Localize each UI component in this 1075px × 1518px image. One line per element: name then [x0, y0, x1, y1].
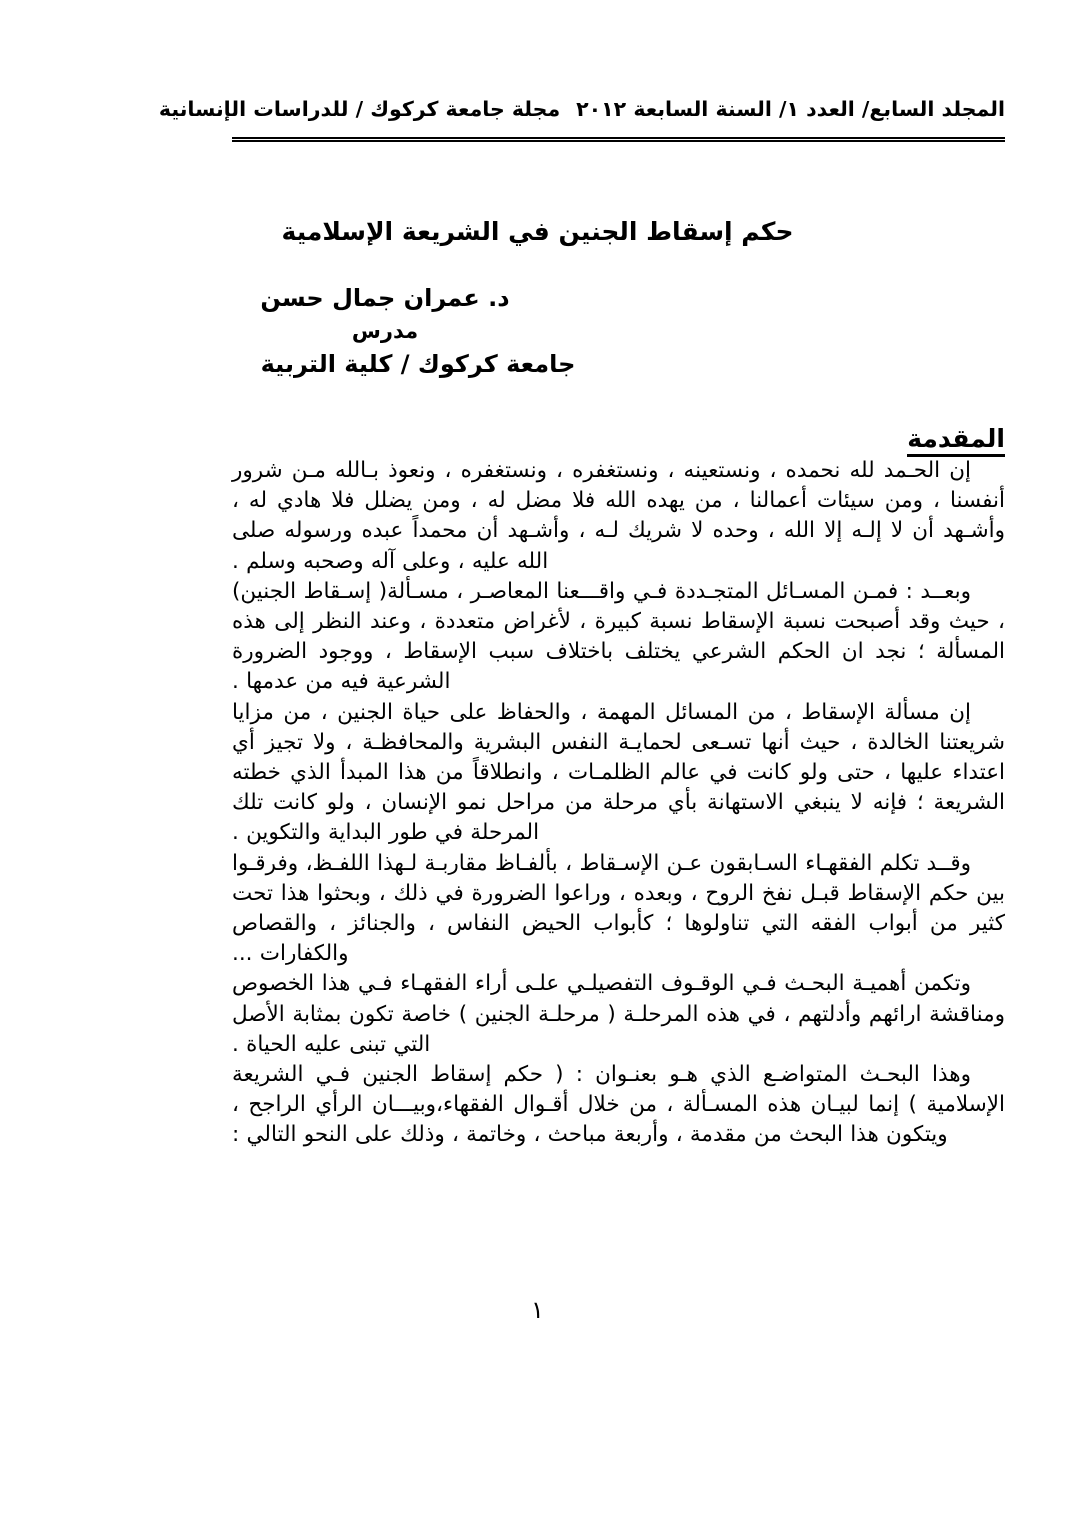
- paragraph: إن الحـمد لله نحمده ، ونستعينه ، ونستغفره ، ونستغفره ، ونعوذ بـالله مـن شرور أنفسنا ، ومن سيئات أعمالنا ، من يهده الله فلا مضل له ، ومن يضلل فلا هادي له ، وأشـهد أن لا إلـه إلا الله ، وحده لا شريك لـه ، وأشـهد أن محمداً عبده ورسوله صلى الله عليه ، وعلى آله وصحبه وسلم .: [232, 458, 1005, 574]
- page-title: حكم إسقاط الجنين في الشريعة الإسلامية: [281, 216, 794, 246]
- header-double-rule: [232, 137, 1005, 142]
- author-block: [150, 283, 620, 381]
- author-affiliation: جامعة كركوك / كلية التربية: [260, 350, 576, 379]
- paragraph: إن مسألة الإسقاط ، من المسائل المهمة ، والحفاظ على حياة الجنين ، من مزايا شريعتنا الخالدة ، حيث أنها تسـعى لحمايـة النفس البشرية والمحافظـة ، ولا تجيز أي اعتداء عليها ، حتى ولو كانت في عالم الظلمـات ، وانطلاقاً من هذا المبدأ الذي خطته الشريعة ؛ فإنه لا ينبغي الاستهانة بأي مرحلة من مراحل نمو الإنسان ، ولو كانت تلك المرحلة في طور البداية والتكوين .: [232, 699, 1005, 846]
- body-content: [232, 424, 1005, 1151]
- author-name: د. عمران جمال حسن: [260, 284, 510, 312]
- running-header: [158, 97, 1005, 122]
- paragraph: وهذا البحـث المتواضـع الذي هـو بعنـوان : ( حكم إسقاط الجنين فـي الشريعة الإسلامية ) إنما لبيـان هذه المسـألة ، من خلال أقـوال الفقهاء،وبيـــان الرأي الراجح ، ويتكون هذا البحث من مقدمة ، وأربعة مباحث ، وخاتمة ، وذلك على النحو التالي :: [232, 1062, 1005, 1148]
- author-rank: مدرس: [351, 319, 419, 344]
- section-heading-introduction: [232, 424, 1005, 454]
- header-journal: مجلة جامعة كركوك / للدراسات الإنسانية: [158, 97, 561, 121]
- section-heading-text: المقدمة: [907, 424, 1005, 457]
- header-issue: المجلد السابع/ العدد ١/ السنة السابعة ٢٠١٢: [576, 97, 1005, 121]
- paragraph: وقــد تكلم الفقهـاء السـابقون عـن الإسـقاط ، بألفـاظ مقاربـة لـهذا اللفـظ، وفرقـوا بين حكم الإسقاط قبـل نفخ الروح ، وبعده ، وراعوا الضرورة في ذلك ، وبحثوا هذا تحت كثير من أبواب الفقه التي تناولوها ؛ كأبواب الحيض النفاس ، والجنائز ، والقصاص والكفارات ...: [232, 850, 1005, 967]
- paragraph: وتكمن أهميـة البحـث فـي الوقـوف التفصيلـي علـى أراء الفقهـاء فـي هذا الخصوص ومناقشة ارائهم وأدلتهم ، في هذه المرحلـة ( مرحلـة الجنين ) خاصة تكون بمثابة الأصل التي تبنى عليه الحياة .: [232, 971, 1005, 1057]
- paragraph: وبعــد : فمـن المسـائل المتجـددة فـي واقـــعنا المعاصـر ، مسـألة( إسـقاط الجنين) ، حيث وقد أصبحت نسبة الإسقاط نسبة كبيرة ، لأغراض متعددة ، وعند النظر إلى هذه المسألة ؛ نجد ان الحكم الشرعي يختلف باختلاف سبب الإسقاط ، ووجود الضرورة الشرعية فيه من عدمها .: [232, 578, 1005, 695]
- page-number: ١: [531, 1296, 544, 1324]
